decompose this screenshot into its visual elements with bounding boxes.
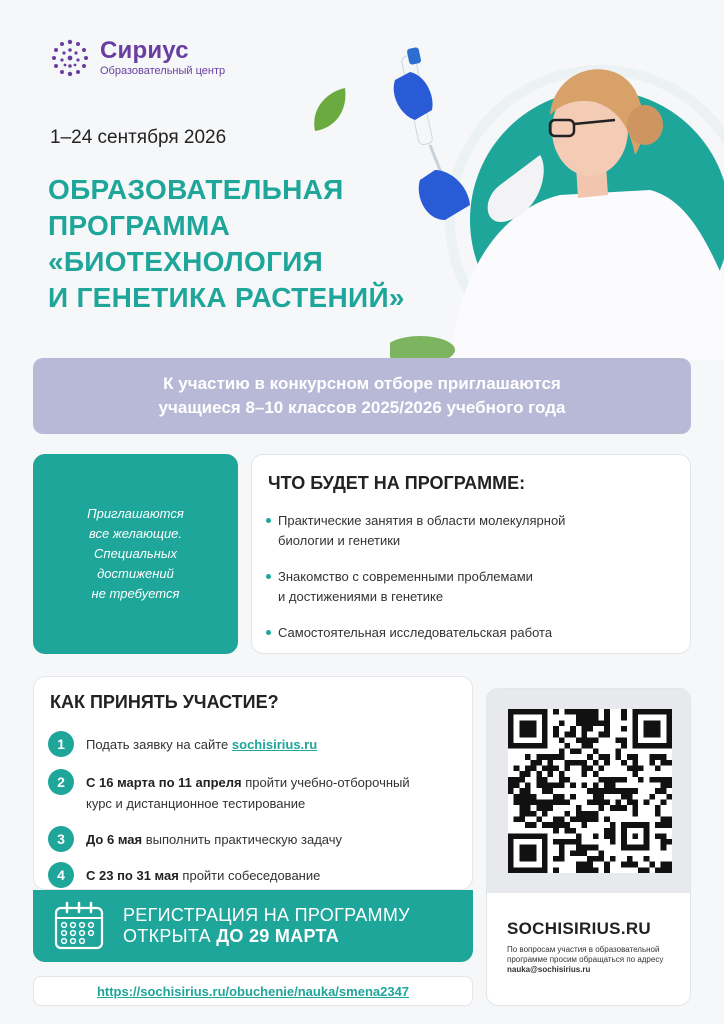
contact-note-line: По вопросам участия в образовательной bbox=[507, 945, 660, 954]
sirius-logo-icon bbox=[48, 36, 92, 80]
step-text bbox=[86, 826, 342, 850]
title-line: ПРОГРАММА bbox=[48, 210, 231, 241]
list-item bbox=[266, 511, 676, 551]
list-item-line: Знакомство с современными проблемами bbox=[278, 569, 533, 584]
qr-card bbox=[486, 688, 691, 1006]
step-number: 3 bbox=[48, 826, 74, 852]
qr-area bbox=[487, 689, 691, 893]
open-admission-card bbox=[33, 454, 238, 654]
registration-open: ОТКРЫТА bbox=[123, 926, 217, 946]
step-text bbox=[86, 862, 320, 886]
open-line: Специальных bbox=[94, 546, 177, 561]
step-text-part: выполнить практическую задачу bbox=[142, 832, 343, 847]
step-item bbox=[48, 826, 463, 852]
list-item-line: Практические занятия в области молекулярной bbox=[278, 513, 566, 528]
title-line: «БИОТЕХНОЛОГИЯ bbox=[48, 246, 324, 277]
open-line: не требуется bbox=[91, 586, 180, 601]
leaf-icon bbox=[310, 86, 350, 136]
list-item bbox=[266, 623, 676, 643]
list-item bbox=[266, 567, 676, 607]
contact-note-line: программе просим обращаться по адресу bbox=[507, 955, 664, 964]
open-admission-text bbox=[66, 504, 206, 604]
list-item-line: Самостоятельная исследовательская работа bbox=[278, 625, 553, 640]
invite-line: учащиеся 8–10 классов 2025/2026 учебного года bbox=[158, 398, 566, 417]
step-date: С 16 марта по 11 апреля bbox=[86, 775, 242, 790]
step-item bbox=[48, 769, 463, 814]
site-link[interactable]: sochisirius.ru bbox=[231, 737, 318, 752]
calendar-icon bbox=[53, 900, 105, 952]
registration-deadline: ДО 29 МАРТА bbox=[216, 926, 340, 946]
step-date: До 6 мая bbox=[86, 832, 143, 847]
step-item bbox=[48, 731, 463, 757]
registration-line: РЕГИСТРАЦИЯ НА ПРОГРАММУ bbox=[123, 905, 410, 925]
registration-line bbox=[123, 926, 410, 947]
qr-site-label: SOCHISIRIUS.RU bbox=[507, 919, 651, 938]
registration-text bbox=[123, 905, 410, 947]
step-text bbox=[86, 769, 410, 814]
program-dates: 1–24 сентября 2026 bbox=[50, 127, 227, 148]
step-item bbox=[48, 862, 463, 888]
step-date: С 23 по 31 мая bbox=[86, 868, 179, 883]
step-number: 1 bbox=[48, 731, 74, 757]
brand-subtitle: Образовательный центр bbox=[100, 65, 226, 77]
invite-line: К участию в конкурсном отборе приглашаются bbox=[163, 374, 561, 393]
step-text-part: пройти учебно-отборочный bbox=[241, 775, 410, 790]
title-line: И ГЕНЕТИКА РАСТЕНИЙ» bbox=[48, 282, 405, 313]
steps-list bbox=[48, 731, 463, 888]
program-url-link[interactable]: https://sochisirius.ru/obuchenie/nauka/smena2347 bbox=[96, 983, 410, 999]
step-text-part: курс и дистанционное тестирование bbox=[86, 796, 306, 811]
invite-banner bbox=[33, 358, 691, 434]
list-item-line: биологии и генетики bbox=[278, 533, 401, 548]
contact-email[interactable]: nauka@sochisirius.ru bbox=[507, 965, 591, 974]
title-line: ОБРАЗОВАТЕЛЬНАЯ bbox=[48, 174, 344, 205]
brand-name: Сириус bbox=[100, 37, 189, 64]
program-list bbox=[266, 511, 676, 659]
open-line: Приглашаются bbox=[87, 506, 184, 521]
program-card bbox=[251, 454, 691, 654]
open-line: достижений bbox=[97, 566, 174, 581]
contact-note bbox=[507, 945, 682, 975]
howto-heading: КАК ПРИНЯТЬ УЧАСТИЕ? bbox=[50, 692, 279, 712]
step-text bbox=[86, 731, 317, 755]
registration-banner bbox=[33, 890, 473, 962]
scientist-photo bbox=[390, 20, 724, 360]
program-heading: ЧТО БУДЕТ НА ПРОГРАММЕ: bbox=[268, 473, 526, 493]
step-number: 4 bbox=[48, 862, 74, 888]
logo bbox=[48, 36, 225, 80]
qr-code[interactable] bbox=[508, 709, 672, 873]
open-line: все желающие. bbox=[88, 526, 183, 541]
program-url-box bbox=[33, 976, 473, 1006]
howto-card bbox=[33, 676, 473, 890]
step-text-part: Подать заявку на сайте bbox=[86, 737, 232, 752]
list-item-line: и достижениями в генетике bbox=[278, 589, 444, 604]
step-text-part: пройти собеседование bbox=[178, 868, 321, 883]
step-number: 2 bbox=[48, 769, 74, 795]
